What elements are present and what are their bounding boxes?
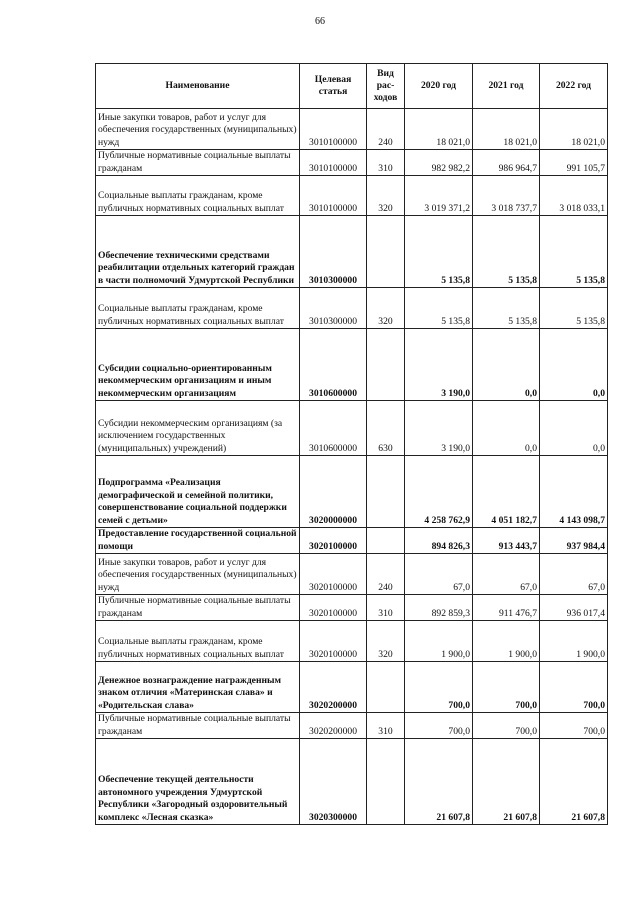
table-row xyxy=(96,109,608,150)
row-vid-cell xyxy=(367,456,405,528)
table-row xyxy=(96,739,608,825)
row-2021-cell: 913 443,7 xyxy=(473,528,540,554)
row-code-cell: 3020300000 xyxy=(300,739,367,825)
row-name-cell: Социальные выплаты гражданам, кроме публичных нормативных социальных выплат xyxy=(96,176,300,216)
row-code-cell: 3010100000 xyxy=(300,150,367,176)
header-2022: 2022 год xyxy=(540,64,608,109)
row-name-cell: Публичные нормативные социальные выплаты гражданам xyxy=(96,150,300,176)
row-2022-cell: 67,0 xyxy=(540,554,608,595)
row-2022-cell: 700,0 xyxy=(540,662,608,713)
row-2022-cell: 0,0 xyxy=(540,401,608,456)
row-name-cell: Денежное вознаграждение награжденным знаком отличия «Материнская слава» и «Родительская слава» xyxy=(96,662,300,713)
table-row xyxy=(96,528,608,554)
row-2020-cell: 892 859,3 xyxy=(405,595,473,621)
table-row xyxy=(96,216,608,288)
row-2022-cell: 21 607,8 xyxy=(540,739,608,825)
row-2020-cell: 5 135,8 xyxy=(405,288,473,329)
row-2020-cell: 1 900,0 xyxy=(405,621,473,662)
row-2020-cell: 21 607,8 xyxy=(405,739,473,825)
table-row xyxy=(96,176,608,216)
row-vid-cell: 310 xyxy=(367,150,405,176)
row-name-cell: Публичные нормативные социальные выплаты гражданам xyxy=(96,713,300,739)
header-2020: 2020 год xyxy=(405,64,473,109)
row-2021-cell: 5 135,8 xyxy=(473,216,540,288)
row-name-cell: Субсидии социально-ориентированным некоммерческим организациям и иным некоммерческим организациям xyxy=(96,329,300,401)
table-row xyxy=(96,621,608,662)
header-code: Целевая статья xyxy=(300,64,367,109)
row-2022-cell: 3 018 033,1 xyxy=(540,176,608,216)
row-code-cell: 3020100000 xyxy=(300,595,367,621)
row-2020-cell: 700,0 xyxy=(405,713,473,739)
row-name-cell: Предоставление государственной социальной помощи xyxy=(96,528,300,554)
row-code-cell: 3020200000 xyxy=(300,662,367,713)
row-code-cell: 3010300000 xyxy=(300,216,367,288)
row-2022-cell: 700,0 xyxy=(540,713,608,739)
row-code-cell: 3010300000 xyxy=(300,288,367,329)
row-2020-cell: 894 826,3 xyxy=(405,528,473,554)
row-2021-cell: 700,0 xyxy=(473,662,540,713)
row-code-cell: 3020000000 xyxy=(300,456,367,528)
row-2022-cell: 937 984,4 xyxy=(540,528,608,554)
row-name-cell: Обеспечение техническими средствами реабилитации отдельных категорий граждан в части полномочий Удмуртской Республики xyxy=(96,216,300,288)
row-2022-cell: 5 135,8 xyxy=(540,216,608,288)
row-vid-cell: 240 xyxy=(367,554,405,595)
table-body xyxy=(96,109,608,825)
row-vid-cell xyxy=(367,662,405,713)
table-row xyxy=(96,662,608,713)
row-2020-cell: 700,0 xyxy=(405,662,473,713)
row-vid-cell xyxy=(367,216,405,288)
table-row xyxy=(96,595,608,621)
row-vid-cell: 320 xyxy=(367,176,405,216)
row-2022-cell: 991 105,7 xyxy=(540,150,608,176)
row-vid-cell: 320 xyxy=(367,288,405,329)
row-2020-cell: 3 190,0 xyxy=(405,401,473,456)
row-vid-cell: 630 xyxy=(367,401,405,456)
row-vid-cell: 310 xyxy=(367,595,405,621)
row-code-cell: 3020100000 xyxy=(300,621,367,662)
row-vid-cell xyxy=(367,528,405,554)
budget-table xyxy=(95,63,608,825)
row-2020-cell: 3 019 371,2 xyxy=(405,176,473,216)
table-row xyxy=(96,150,608,176)
page-number: 66 xyxy=(315,16,325,27)
row-2021-cell: 5 135,8 xyxy=(473,288,540,329)
row-2021-cell: 986 964,7 xyxy=(473,150,540,176)
row-2022-cell: 0,0 xyxy=(540,329,608,401)
row-2021-cell: 4 051 182,7 xyxy=(473,456,540,528)
row-name-cell: Социальные выплаты гражданам, кроме публичных нормативных социальных выплат xyxy=(96,288,300,329)
row-code-cell: 3020200000 xyxy=(300,713,367,739)
row-2021-cell: 18 021,0 xyxy=(473,109,540,150)
table-row xyxy=(96,288,608,329)
row-vid-cell xyxy=(367,329,405,401)
row-name-cell: Иные закупки товаров, работ и услуг для обеспечения государственных (муниципальных) нужд xyxy=(96,109,300,150)
row-2022-cell: 1 900,0 xyxy=(540,621,608,662)
row-2020-cell: 18 021,0 xyxy=(405,109,473,150)
table-row xyxy=(96,554,608,595)
row-2021-cell: 911 476,7 xyxy=(473,595,540,621)
row-2020-cell: 982 982,2 xyxy=(405,150,473,176)
header-name: Наименование xyxy=(96,64,300,109)
row-code-cell: 3010100000 xyxy=(300,109,367,150)
row-vid-cell xyxy=(367,739,405,825)
row-2022-cell: 4 143 098,7 xyxy=(540,456,608,528)
row-code-cell: 3020100000 xyxy=(300,554,367,595)
row-name-cell: Подпрограмма «Реализация демографической и семейной политики, совершенствование социальной поддержки семей с детьми» xyxy=(96,456,300,528)
table-row xyxy=(96,401,608,456)
header-2021: 2021 год xyxy=(473,64,540,109)
row-2020-cell: 67,0 xyxy=(405,554,473,595)
row-2021-cell: 3 018 737,7 xyxy=(473,176,540,216)
row-vid-cell: 320 xyxy=(367,621,405,662)
row-code-cell: 3020100000 xyxy=(300,528,367,554)
row-2021-cell: 0,0 xyxy=(473,329,540,401)
row-2022-cell: 18 021,0 xyxy=(540,109,608,150)
row-2021-cell: 0,0 xyxy=(473,401,540,456)
row-name-cell: Социальные выплаты гражданам, кроме публичных нормативных социальных выплат xyxy=(96,621,300,662)
row-name-cell: Публичные нормативные социальные выплаты гражданам xyxy=(96,595,300,621)
table-header-row xyxy=(96,64,608,109)
row-2020-cell: 3 190,0 xyxy=(405,329,473,401)
row-2021-cell: 21 607,8 xyxy=(473,739,540,825)
row-2022-cell: 936 017,4 xyxy=(540,595,608,621)
table-row xyxy=(96,329,608,401)
row-vid-cell: 310 xyxy=(367,713,405,739)
row-name-cell: Иные закупки товаров, работ и услуг для обеспечения государственных (муниципальных) нужд xyxy=(96,554,300,595)
row-2021-cell: 700,0 xyxy=(473,713,540,739)
row-2020-cell: 5 135,8 xyxy=(405,216,473,288)
row-vid-cell: 240 xyxy=(367,109,405,150)
row-code-cell: 3010600000 xyxy=(300,401,367,456)
row-2022-cell: 5 135,8 xyxy=(540,288,608,329)
table-row xyxy=(96,713,608,739)
row-code-cell: 3010600000 xyxy=(300,329,367,401)
row-code-cell: 3010100000 xyxy=(300,176,367,216)
row-2021-cell: 1 900,0 xyxy=(473,621,540,662)
header-vid: Вид рас-ходов xyxy=(367,64,405,109)
row-name-cell: Субсидии некоммерческим организациям (за исключением государственных (муниципальных) учреждений) xyxy=(96,401,300,456)
row-2021-cell: 67,0 xyxy=(473,554,540,595)
row-name-cell: Обеспечение текущей деятельности автономного учреждения Удмуртской Республики «Загородный оздоровительный комплекс «Лесная сказка» xyxy=(96,739,300,825)
row-2020-cell: 4 258 762,9 xyxy=(405,456,473,528)
table-row xyxy=(96,456,608,528)
